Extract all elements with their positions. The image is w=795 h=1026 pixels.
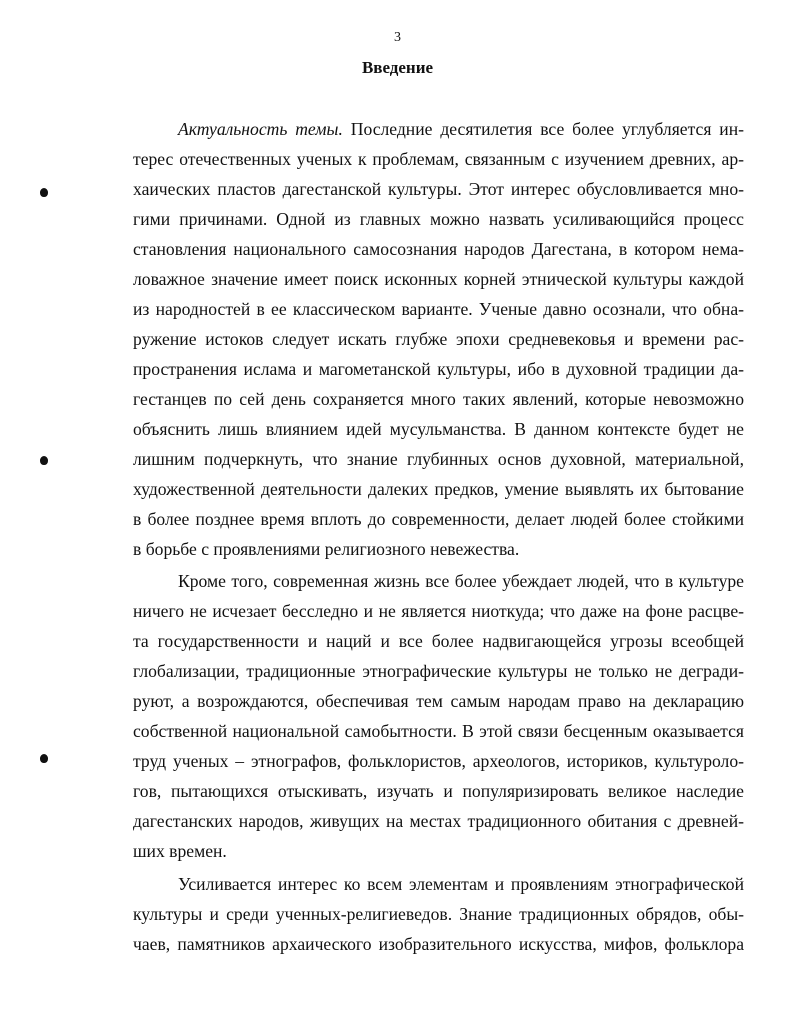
text-line: дагестанских народов, живущих на местах традиционного обитания с древней- xyxy=(133,811,744,831)
page-title: Введение xyxy=(361,58,434,77)
text-line: пространения ислама и магометанской культуры, ибо в духовной традиции да- xyxy=(133,359,744,379)
topic-lead: Актуальность темы. xyxy=(178,119,343,139)
text-line: в более позднее время вплоть до современности, делает людей более стойкими xyxy=(133,509,744,529)
text-line: труд ученых – этнографов, фольклористов, археологов, историков, культуроло- xyxy=(133,751,744,771)
text-line: Кроме того, современная жизнь все более убеждает людей, что в культуре xyxy=(178,571,744,591)
text-line: художественной деятельности далеких предков, умение выявлять их бытование xyxy=(133,479,744,499)
margin-mark xyxy=(40,754,48,763)
text-line: руют, а возрождаются, обеспечивая тем самым народам право на декларацию xyxy=(133,691,744,711)
text-line: Усиливается интерес ко всем элементам и проявлениям этнографической xyxy=(178,874,744,894)
margin-mark xyxy=(40,456,48,465)
text-line: культуры и среди ученных-религиеведов. Знание традиционных обрядов, обы- xyxy=(133,904,744,924)
margin-mark xyxy=(40,188,48,197)
text-line: из народностей в ее классическом варианте. Ученые давно осознали, что обна- xyxy=(133,299,744,319)
text-line: та государственности и наций и все более надвигающейся угрозы всеобщей xyxy=(133,631,744,651)
text-line: становления национального самосознания народов Дагестана, в котором нема- xyxy=(133,239,744,259)
text-line: ничего не исчезает бесследно и не является ниоткуда; что даже на фоне расцве- xyxy=(133,601,744,621)
text-line: в борьбе с проявлениями религиозного невежества. xyxy=(133,539,520,559)
text-line: терес отечественных ученых к проблемам, связанным с изучением древних, ар- xyxy=(133,149,744,169)
text-line: объяснить лишь влиянием идей мусульманства. В данном контексте будет не xyxy=(133,419,744,439)
text-line: гов, пытающихся отыскивать, изучать и популяризировать великое наследие xyxy=(133,781,744,801)
text-line: гестанцев по сей день сохраняется много таких явлений, которые невозможно xyxy=(133,389,744,409)
text-line: собственной национальной самобытности. В этой связи бесценным оказывается xyxy=(133,721,744,741)
text-line: хаических пластов дагестанской культуры. Этот интерес обусловливается мно- xyxy=(133,179,744,199)
text-line: чаев, памятников архаического изобразительного искусства, мифов, фольклора xyxy=(133,934,744,954)
text-line: глобализации, традиционные этнографические культуры не только не дегради- xyxy=(133,661,744,681)
text-line: лишним подчеркнуть, что знание глубинных основ духовной, материальной, xyxy=(133,449,744,469)
text-line: ружение истоков следует искать глубже эпохи средневековья и времени рас- xyxy=(133,329,744,349)
text-line: гими причинами. Одной из главных можно назвать усиливающийся процесс xyxy=(133,209,744,229)
text-line: ших времен. xyxy=(133,841,227,861)
text-line: ловажное значение имеет поиск исконных корней этнической культуры каждой xyxy=(133,269,744,289)
page-number: 3 xyxy=(394,30,401,45)
text-line: Актуальность темы. Последние десятилетия все более углубляется ин- xyxy=(178,119,744,139)
